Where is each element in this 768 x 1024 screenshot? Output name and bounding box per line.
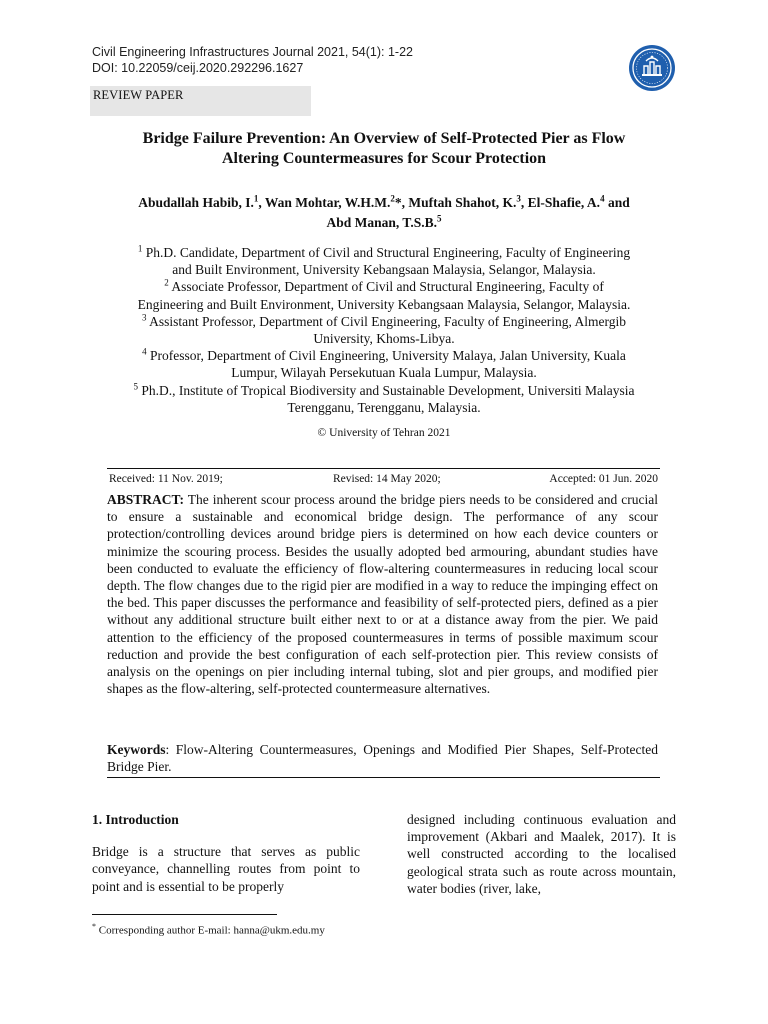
author-name: Abd Manan, T.S.B. [326, 215, 438, 230]
affiliation-line: and Built Environment, University Kebangsaan Malaysia, Selangor, Malaysia. [172, 262, 596, 278]
author-affil-mark: 4 [600, 193, 605, 204]
affiliation-item [92, 382, 676, 416]
paper-type-band [90, 86, 311, 116]
title-line-2: Altering Countermeasures for Scour Protection [221, 150, 547, 167]
affiliation-line: Ph.D. Candidate, Department of Civil and Structural Engineering, Faculty of Engineering [145, 245, 631, 260]
author-separator: , [520, 195, 528, 210]
left-column [92, 811, 360, 895]
doi-link[interactable]: DOI: 10.22059/ceij.2020.292296.1627 [92, 61, 304, 75]
keywords-label: Keywords [107, 742, 166, 757]
accepted-date: Accepted: 01 Jun. 2020 [549, 473, 658, 485]
revised-date: Revised: 14 May 2020; [333, 473, 441, 485]
keywords-block [107, 741, 658, 775]
author-affil-mark: 5 [437, 213, 442, 224]
paper-type-label: REVIEW PAPER [93, 88, 184, 102]
received-date: Received: 11 Nov. 2019; [109, 473, 223, 485]
affiliation-line: Associate Professor, Department of Civil and Structural Engineering, Faculty of [171, 279, 604, 295]
author-affil-mark: 2 [390, 193, 395, 204]
keywords-text: : Flow-Altering Countermeasures, Openings and Modified Pier Shapes, Self-Protected Bridge Pier. [107, 742, 658, 775]
affiliation-item [92, 244, 676, 278]
affiliation-number: 3 [141, 312, 147, 323]
corresponding-author-footnote [92, 922, 325, 937]
affiliation-number: 5 [133, 381, 139, 392]
right-column [407, 811, 676, 897]
author-list [90, 193, 678, 233]
article-dates [107, 473, 660, 487]
affiliation-line: Assistant Professor, Department of Civil Engineering, Faculty of Engineering, Almergib [149, 313, 627, 329]
abstract-text: The inherent scour process around the bridge piers needs to be considered and crucial to ensure a sustainable and economical bridge design. The performance of any scour protection/controlling devices around bridge piers is determined on how each device counters or minimize the scouring process. Besides the usually adopted bed armouring, abundant studies have been conducted to evaluate the efficiency of flow-altering countermeasures in reducing local scour depth. The flow changes due to the rigid pier are modified in a way to reduce the impinging effect on the bed. This paper discusses the performance and feasibility of self-protected piers, defined as a pier without any additional structure built either next to or at a distance away from the pier. We paid attention to the efficiency of the proposed countermeasures in terms of possible maximum scour reduction and provide the best configuration of each self-protection pier. This review consists of analysis on the openings on pier including internal tubing, slot and pier groups, and modified pier shapes as the flow-altering, self-protected countermeasure alternatives. [107, 492, 658, 697]
author-separator: , [258, 195, 265, 210]
author-affil-mark: 1 [253, 193, 259, 204]
affiliation-line: Engineering and Built Environment, University Kebangsaan Malaysia, Selangor, Malaysia. [137, 296, 631, 312]
affiliation-line: Professor, Department of Civil Engineering, University Malaya, Jalan University, Kuala [150, 348, 626, 364]
footnote-mark: * [92, 922, 96, 931]
author-name: Abudallah Habib, I. [138, 195, 254, 210]
author-name: Muftah Shahot, K. [408, 195, 517, 210]
footnote-separator [92, 914, 277, 915]
author-name: El-Shafie, A. [527, 195, 601, 210]
section-heading: 1. Introduction [92, 812, 179, 827]
author-separator: and [604, 195, 630, 210]
affiliation-line: Lumpur, Wilayah Persekutuan Kuala Lumpur, Malaysia. [231, 365, 537, 381]
affiliation-list [92, 244, 676, 416]
affiliation-number: 2 [164, 277, 169, 288]
affiliation-line: Terengganu, Terengganu, Malaysia. [287, 399, 481, 415]
abstract-bottom-rule [107, 777, 660, 778]
affiliation-line: Ph.D., Institute of Tropical Biodiversity and Sustainable Development, Universiti Malaysia [141, 382, 635, 398]
author-affil-mark: 3 [516, 193, 521, 204]
intro-paragraph-right: designed including continuous evaluation and improvement (Akbari and Maalek, 2017). It is well constructed according to the localised geological strata such as route across mountain, water bodies (river, lake, [407, 812, 676, 896]
intro-paragraph-left: Bridge is a structure that serves as public conveyance, channelling routes from point to point and is essential to be properly [92, 844, 360, 894]
abstract-top-rule [107, 468, 660, 469]
title-line-1: Bridge Failure Prevention: An Overview of Self-Protected Pier as Flow [142, 130, 626, 147]
footnote-text: Corresponding author E-mail: hanna@ukm.edu.my [96, 924, 325, 937]
paper-title [90, 129, 678, 169]
abstract-block [107, 491, 658, 697]
affiliation-number: 4 [142, 346, 147, 357]
author-name: Wan Mohtar, W.H.M. [264, 195, 391, 210]
affiliation-item [92, 278, 676, 312]
affiliation-line: University, Khoms-Libya. [313, 331, 455, 347]
journal-header [92, 44, 413, 76]
affiliation-number: 1 [137, 243, 143, 254]
copyright-notice: © University of Tehran 2021 [317, 427, 451, 439]
abstract-label: ABSTRACT: [107, 492, 185, 507]
journal-citation: Civil Engineering Infrastructures Journal 2021, 54(1): 1-22 [92, 45, 414, 59]
affiliation-item [92, 347, 676, 381]
author-separator: *, [394, 195, 409, 210]
affiliation-item [92, 313, 676, 347]
university-seal-icon [628, 44, 676, 92]
